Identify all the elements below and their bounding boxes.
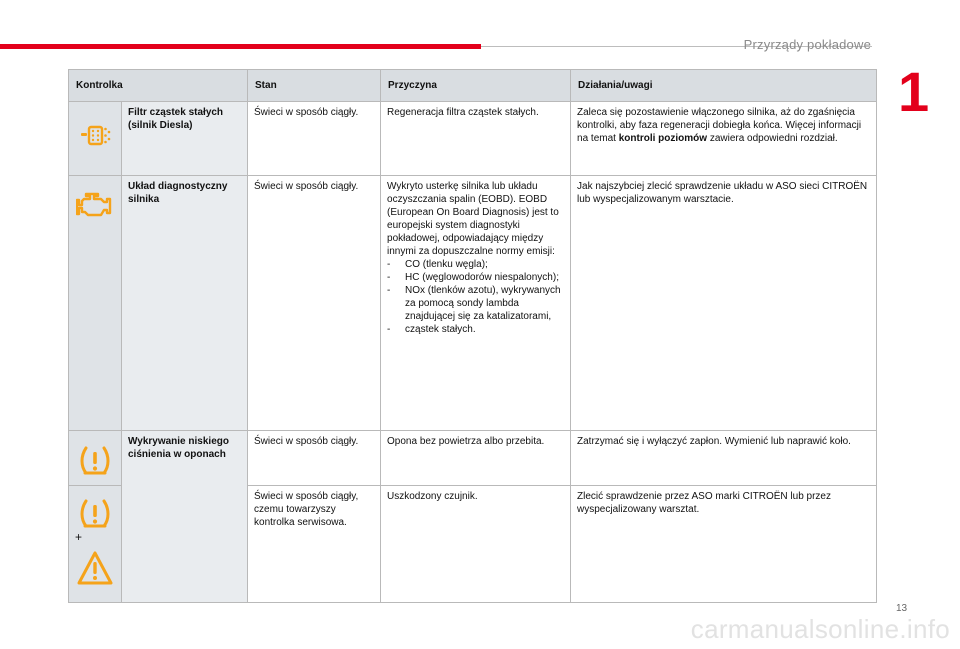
cause-cell: Uszkodzony czujnik. [381,486,571,603]
list-item: - HC (węglowodorów niespalonych); [387,271,564,284]
table-row [69,431,877,486]
section-title: Przyrządy pokładowe [743,37,871,52]
action-text-end: zawiera odpowiedni rozdział. [707,133,838,144]
icon-cell [69,486,122,603]
cause-cell [381,176,571,431]
state-cell: Świeci w sposób ciągły. [248,431,381,486]
action-cell: Jak najszybciej zlecić sprawdzenie układu w ASO sieci CITROËN lub wyspecjalizowanym warsztacie. [571,176,877,431]
column-header-przyczyna: Przyczyna [381,70,571,102]
light-name: Układ diagnostyczny silnika [122,176,248,431]
list-item: - cząstek stałych. [387,323,564,336]
header-red-bar [0,44,481,49]
state-cell: Świeci w sposób ciągły. [248,176,381,431]
icon-cell [69,176,122,431]
page-number: 13 [896,603,908,614]
warning-triangle-icon [75,550,115,586]
table-row [69,102,877,176]
light-name: Filtr cząstek stałych (silnik Diesla) [122,102,248,176]
tyre-pressure-icon [75,498,115,530]
particle-filter-icon [75,118,115,152]
table-row [69,176,877,431]
state-cell: Świeci w sposób ciągły. [248,102,381,176]
action-cell: Zlecić sprawdzenie przez ASO marki CITROËN lub przez wyspecjalizowany warsztat. [571,486,877,603]
action-cell [571,102,877,176]
action-cell: Zatrzymać się i wyłączyć zapłon. Wymienić lub naprawić koło. [571,431,877,486]
cause-cell: Regeneracja filtra cząstek stałych. [381,102,571,176]
table-header-row [69,70,877,102]
watermark: carmanualsonline.info [690,614,950,644]
light-name: Wykrywanie niskiego ciśnienia w oponach [122,431,248,603]
engine-check-icon [75,190,115,220]
column-header-dzialania: Działania/uwagi [571,70,877,102]
list-item: - CO (tlenku węgla); [387,258,564,271]
warning-lights-table [68,69,877,603]
column-header-stan: Stan [248,70,381,102]
cause-cell: Opona bez powietrza albo przebita. [381,431,571,486]
emission-list [387,258,564,336]
chapter-number: 1 [898,60,930,123]
tyre-pressure-icon [75,445,115,477]
cause-intro: Wykryto usterkę silnika lub układu oczyszczania spalin (EOBD). EOBD (European On Board Diagnosis) jest to europejski system diagnostyki pokładowej, odpowiadający między innymi za dopuszczalne normy emisji: [387,181,559,257]
action-text: Zaleca się pozostawienie włączonego silnika, aż do zgaśnięcia kontrolki, aby faza regeneracji dobiegła końca. Więcej informacji na temat [577,107,862,144]
action-link-text: kontroli poziomów [618,133,708,144]
icon-cell [69,102,122,176]
list-item: - NOx (tlenków azotu), wykrywanych za pomocą sondy lambda znajdującej się za katalizatorami, [387,284,564,323]
plus-sign: + [75,530,83,544]
state-cell: Świeci w sposób ciągły, czemu towarzyszy kontrolka serwisowa. [248,486,381,603]
icon-cell [69,431,122,486]
column-header-kontrolka: Kontrolka [69,70,248,102]
